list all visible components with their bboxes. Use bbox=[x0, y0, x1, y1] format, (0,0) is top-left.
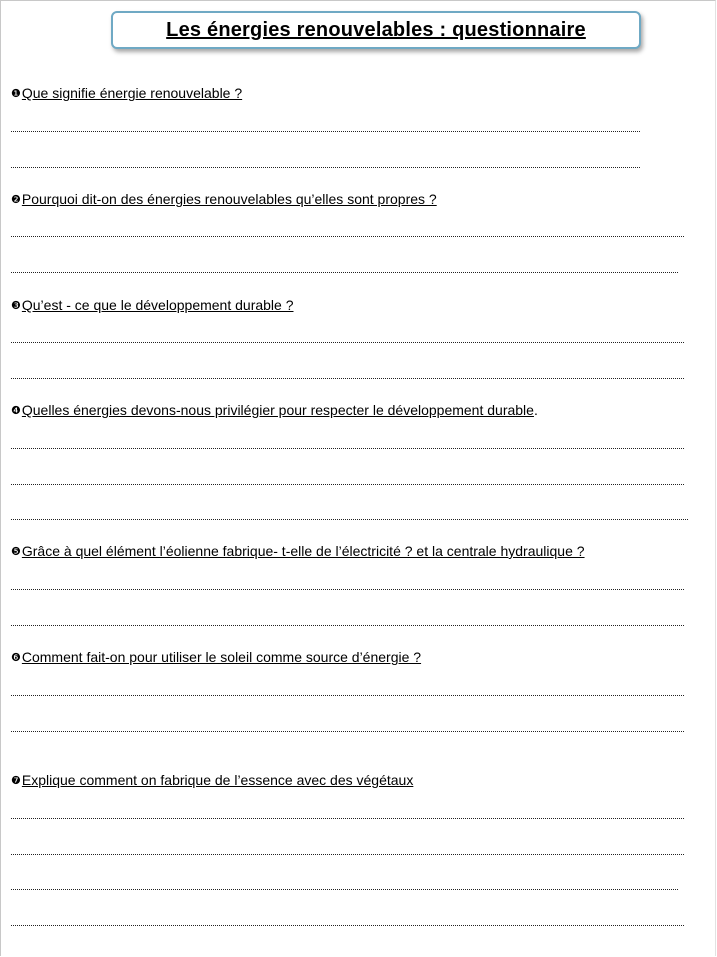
question-text: Grâce à quel élément l’éolienne fabrique- t-elle de l’électricité ? et la centrale hydraulique ? bbox=[21, 543, 585, 559]
answer-line[interactable] bbox=[11, 625, 684, 626]
question-5 bbox=[11, 543, 585, 560]
question-2 bbox=[11, 191, 437, 208]
question-number: ❸ bbox=[11, 300, 21, 312]
question-suffix: . bbox=[533, 402, 538, 418]
question-text: Explique comment on fabrique de l’essence avec des végétaux bbox=[21, 772, 414, 788]
answer-line[interactable] bbox=[11, 448, 684, 449]
answer-line[interactable] bbox=[11, 589, 684, 590]
answer-line[interactable] bbox=[11, 818, 684, 819]
question-number: ❺ bbox=[11, 546, 21, 558]
answer-line[interactable] bbox=[11, 731, 684, 732]
answer-line[interactable] bbox=[11, 695, 684, 696]
question-7 bbox=[11, 772, 413, 789]
answer-line[interactable] bbox=[11, 342, 684, 343]
answer-line[interactable] bbox=[11, 167, 640, 168]
question-number: ❹ bbox=[11, 405, 21, 417]
answer-line[interactable] bbox=[11, 378, 684, 379]
answer-line[interactable] bbox=[11, 484, 684, 485]
question-text: Pourquoi dit-on des énergies renouvelables qu’elles sont propres ? bbox=[21, 191, 437, 207]
answer-line[interactable] bbox=[11, 925, 684, 926]
answer-line[interactable] bbox=[11, 272, 678, 273]
question-text: Comment fait-on pour utiliser le soleil comme source d’énergie ? bbox=[21, 649, 422, 665]
question-1 bbox=[11, 85, 242, 102]
question-number: ❼ bbox=[11, 775, 21, 787]
question-3 bbox=[11, 297, 294, 314]
question-text: Qu’est - ce que le développement durable ? bbox=[21, 297, 294, 313]
question-6 bbox=[11, 649, 421, 666]
answer-line[interactable] bbox=[11, 889, 678, 890]
answer-line[interactable] bbox=[11, 131, 640, 132]
answer-line[interactable] bbox=[11, 854, 684, 855]
answer-line[interactable] bbox=[11, 236, 684, 237]
question-number: ❶ bbox=[11, 88, 21, 100]
question-number: ❻ bbox=[11, 652, 21, 664]
question-4 bbox=[11, 402, 538, 419]
question-text: Quelles énergies devons-nous privilégier pour respecter le développement durable bbox=[21, 402, 534, 418]
answer-line[interactable] bbox=[11, 519, 688, 520]
question-number: ❷ bbox=[11, 194, 21, 206]
title-box bbox=[111, 11, 641, 49]
question-text: Que signifie énergie renouvelable ? bbox=[21, 85, 243, 101]
page-title: Les énergies renouvelables : questionnaire bbox=[166, 18, 586, 41]
